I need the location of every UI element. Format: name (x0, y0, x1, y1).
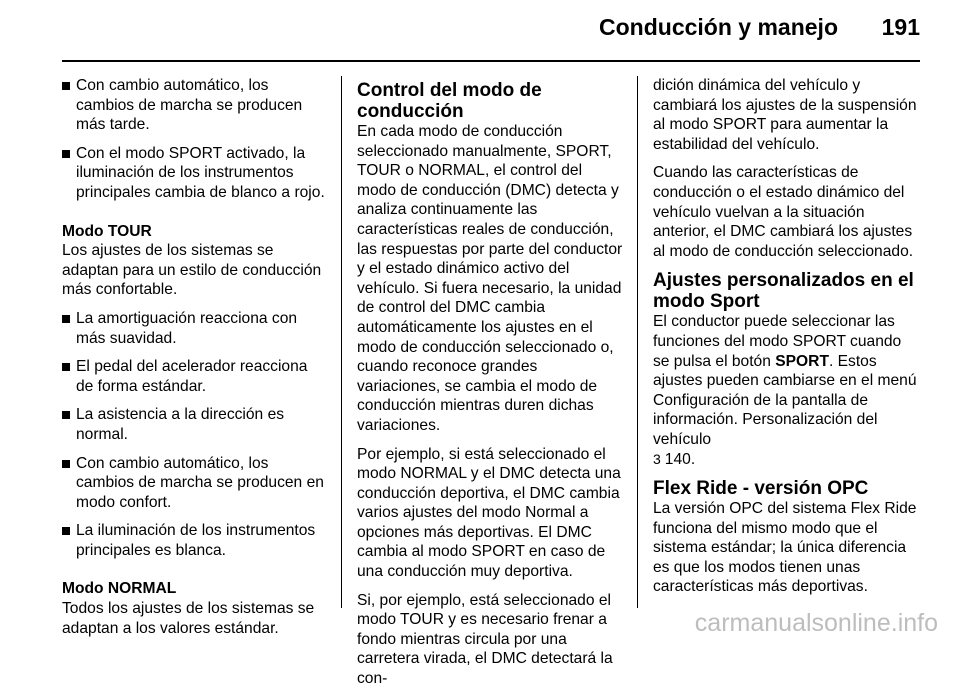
section-heading-tour: Modo TOUR (62, 222, 152, 240)
paragraph: En cada modo de conducción seleccionado manualmente, SPORT, TOUR o NORMAL, el control del modo de conducción (DMC) detecta y analiza continuamente las características reales de conducción, las respuestas por parte del conductor y el estado dinámico activo del vehículo. Si fuera necesario, la unidad de control del DMC cambia automáticamente los ajustes en el modo de conducción seleccionado o, cuando reconoce grandes variaciones, se cambia el modo de conducción mientras duren dichas variaciones. (357, 123, 623, 434)
paragraph (653, 312, 921, 469)
page-title: Conducción y manejo (599, 14, 838, 40)
page-reference-icon: 3 (653, 450, 661, 467)
list-item: Con el modo SPORT activado, la iluminación de los instrumentos principales cambia de blanco a rojo. (62, 144, 328, 203)
section-heading-dmc: Control del modo de conducción (357, 80, 542, 122)
list-item: El pedal del acelerador reacciona de forma estándar. (62, 357, 328, 396)
paragraph: Si, por ejemplo, está seleccionado el modo TOUR y es necesario frenar a fondo mientras circula por una carretera virada, el DMC detectará la con- (357, 591, 613, 688)
column-3 (653, 76, 921, 606)
paragraph: La versión OPC del sistema Flex Ride funciona del mismo modo que el sistema estándar; la única diferencia es que los modos tienen unas características más deportivas. (653, 500, 917, 596)
column-1 (62, 76, 328, 647)
section-heading-normal: Modo NORMAL (62, 580, 177, 598)
watermark: carmanualsonline.info (694, 609, 938, 637)
paragraph: Por ejemplo, si está seleccionado el modo NORMAL y el DMC detecta una conducción deportiva, el DMC cambia varios ajustes del modo Normal a opciones más deportivas. El DMC cambia al modo SPORT en caso de una conducción muy deportiva. (357, 445, 621, 581)
section-heading-flex-ride: Flex Ride - versión OPC (653, 478, 869, 500)
list-item: La iluminación de los instrumentos principales es blanca. (62, 521, 328, 560)
list-item: La asistencia a la dirección es normal. (62, 405, 328, 444)
paragraph: Cuando las características de conducción o el estado dinámico del vehículo vuelvan a la situación anterior, el DMC cambiará los ajustes al modo de conducción seleccionado. (653, 164, 914, 260)
list-item: Con cambio automático, los cambios de marcha se producen en modo confort. (62, 454, 328, 513)
paragraph: Todos los ajustes de los sistemas se adaptan a los valores estándar. (62, 600, 315, 637)
list-item: Con cambio automático, los cambios de marcha se producen más tarde. (62, 76, 328, 135)
header-rule (62, 60, 920, 62)
column-divider (637, 76, 638, 608)
sport-button-label: SPORT (775, 352, 829, 370)
text-run: . Estos ajustes pueden cambiarse en el menú Configuración de la pantalla de información. Personalización del vehículo (653, 352, 917, 448)
paragraph: dición dinámica del vehículo y cambiará los ajustes de la suspensión al modo SPORT para aumentar la estabilidad del vehículo. (653, 77, 917, 153)
list-item: La amortiguación reacciona con más suavidad. (62, 309, 328, 348)
section-heading-sport-custom: Ajustes personalizados en el modo Sport (653, 270, 914, 313)
page-header (0, 0, 960, 58)
column-2 (357, 76, 623, 698)
column-divider (341, 76, 342, 608)
page-reference: 140. (664, 450, 696, 468)
text-run: El conductor puede seleccionar las funciones del modo SPORT cuando se pulsa el botón (653, 313, 902, 370)
page-number: 191 (881, 14, 920, 40)
paragraph: Los ajustes de los sistemas se adaptan para un estilo de conducción más confortable. (62, 242, 322, 299)
